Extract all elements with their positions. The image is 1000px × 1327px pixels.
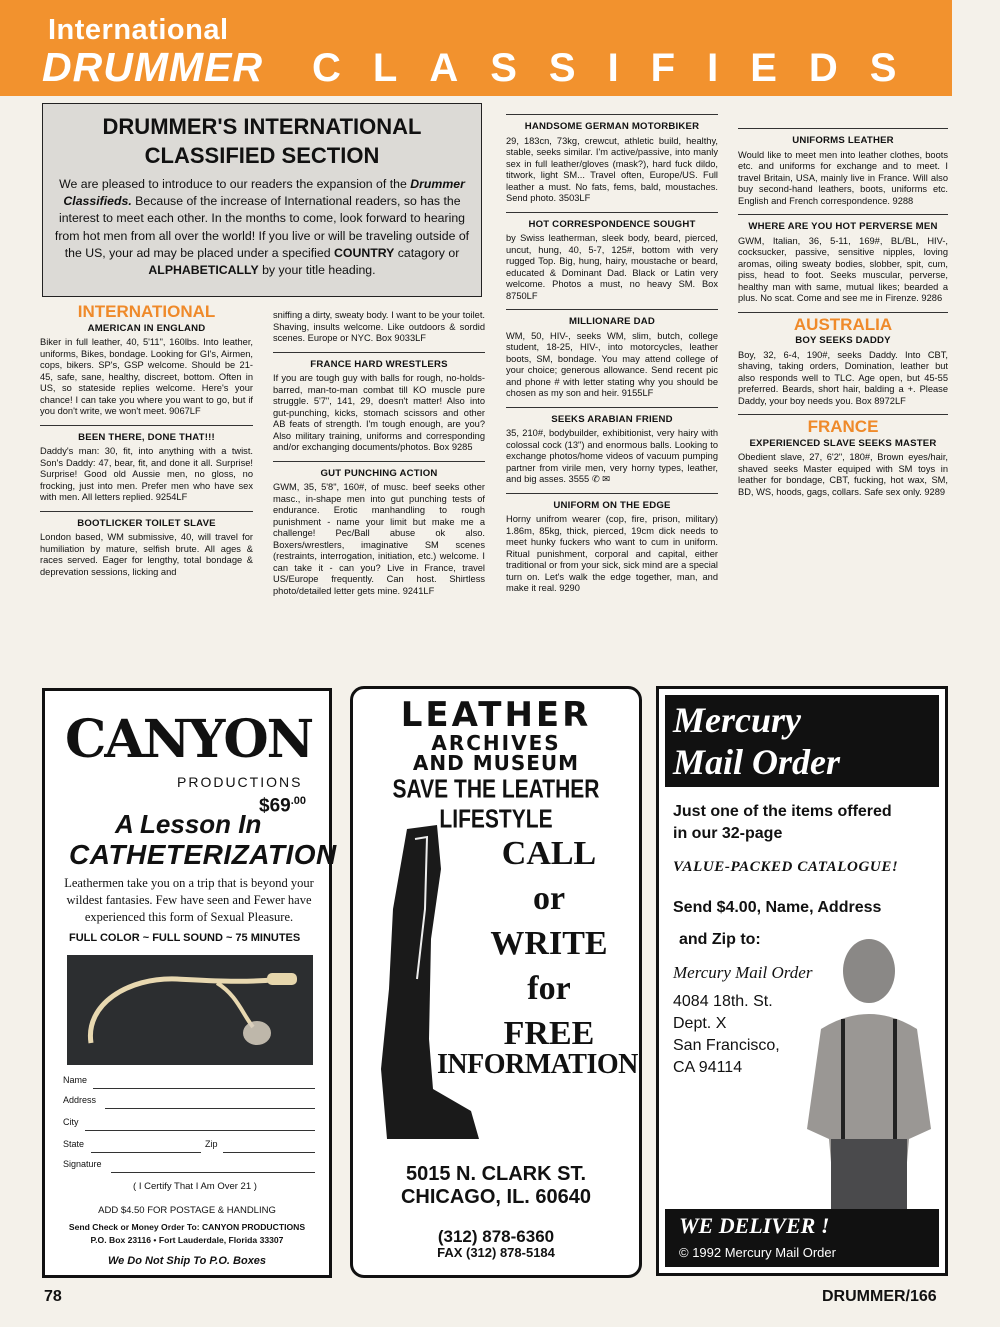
form-signature-label: Signature: [63, 1159, 102, 1169]
leather-write: WRITE: [490, 925, 608, 962]
leather-fax: FAX (312) 878-5184: [437, 1245, 555, 1260]
divider: [506, 114, 718, 115]
ad-body: GWM, 35, 5'8", 160#, of musc. beef seeks other masc., in-shape men into gut punching tests of endurance. Erotic manhandling to rough punishment - name your limit but make me a challenge! Pec/Ball abuse ok also. Boxers/wrestlers, imaginative SM scenes (restraints, interrogation, initiation, etc.) welcome. I can take it - can you? Live in France, travel US/Europe frequently. Can host. Shirtless photo/detailed letter gets mine. 9241LF: [273, 482, 485, 596]
column-2: [273, 310, 485, 597]
page-number: 78: [44, 1288, 62, 1305]
header-international: International: [48, 14, 229, 46]
form-city[interactable]: [63, 1117, 313, 1133]
classified-ad: [506, 121, 718, 205]
divider: [40, 511, 253, 512]
classified-ad: [506, 500, 718, 595]
ad-body-text: 35, 210#, bodybuilder, exhibitionist, very hairy with colossal cock (13") and enormous balls. Looking to exchange photos/home videos of vacuum pumping partner from virile men, very horny types, leather, and big asses. 3555: [506, 428, 718, 484]
divider: [506, 212, 718, 213]
classified-ad: [40, 432, 253, 504]
mercury-send2: and Zip to:: [679, 931, 761, 948]
canyon-logo: CANYON: [65, 709, 313, 770]
leather-line1: LEATHER: [400, 695, 592, 735]
intro-body-a: We are pleased to introduce to our readers the expansion of the: [59, 177, 411, 191]
canyon-send-to: Send Check or Money Order To: CANYON PRODUCTIONS: [68, 1222, 306, 1232]
ad-body: Biker in full leather, 40, 5'11", 160lbs. Into leather, uniforms, Bikes, bondage. Looking for GI's, Airmen, cops, bikers. SP's, GSP welcome. Should be 21-45, safe, sane, healthy, discreet, bottom. Often in US, so stateside replies welcome. Here's your chance! I can take you where you want to go, but if you don't write, we won't meet. 9067LF: [40, 337, 253, 416]
issue-label: DRUMMER/166: [822, 1288, 937, 1305]
intro-body-d: COUNTRY: [334, 245, 395, 260]
classified-ad: [738, 335, 948, 407]
phone-mail-icon: ✆ ✉: [591, 474, 610, 484]
canyon-lesson: A Lesson In: [115, 809, 262, 839]
mercury-title: [665, 695, 939, 787]
mercury-addr1: 4084 18th. St.: [673, 993, 773, 1010]
ad-title: AMERICAN IN ENGLAND: [87, 322, 206, 334]
mercury-title-line1: Mercury: [673, 700, 801, 740]
intro-body-e: catagory or: [394, 245, 460, 260]
intro-title-line2: CLASSIFIED SECTION: [144, 143, 380, 168]
leather-free: FREE: [503, 1015, 595, 1052]
ad-title: GUT PUNCHING ACTION: [320, 467, 438, 479]
mercury-copyright: © 1992 Mercury Mail Order: [679, 1245, 836, 1260]
classified-ad: [506, 414, 718, 486]
ad-title: WHERE ARE YOU HOT PERVERSE MEN: [748, 221, 938, 232]
leather-slogan: SAVE THE LEATHER LIFESTYLE: [392, 775, 600, 834]
ad-title: MILLIONARE DAD: [569, 316, 655, 327]
ad-body: by Swiss leatherman, sleek body, beard, pierced, uncut, hung, 40, 5-7, 125#, bottom with very rugged Top. Big, hung, hairy, moustache or beard, educated & Dominant Dad. Black or Latin very welcome. Photos a must, no heavy SM. Box 8750LF: [506, 233, 718, 301]
leather-or: or: [532, 880, 566, 917]
canyon-postage: ADD $4.50 FOR POSTAGE & HANDLING: [98, 1205, 276, 1216]
classified-ad: [738, 135, 948, 207]
canyon-price-dollars: $69: [259, 795, 291, 817]
intro-title-line1: DRUMMER'S INTERNATIONAL: [102, 114, 422, 139]
column-3: [506, 114, 718, 595]
model-photo: [791, 929, 941, 1209]
header-drummer: DRUMMER: [42, 44, 264, 90]
leather-line3: AND MUSEUM: [412, 751, 580, 775]
leather-address1: 5015 N. CLARK ST.: [405, 1163, 587, 1185]
form-name-label: Name: [63, 1075, 88, 1085]
divider: [273, 461, 485, 462]
header-classifieds: CLASSIFIEDS: [312, 46, 929, 90]
mercury-intro2: in our 32-page: [673, 825, 783, 842]
classified-ad: [273, 310, 485, 345]
intro-body-f: ALPHABETICALLY: [148, 263, 259, 278]
ad-title: BOOTLICKER TOILET SLAVE: [77, 517, 216, 529]
header-band: [0, 0, 952, 96]
form-zip-label: Zip: [205, 1139, 218, 1149]
ad-body: GWM, Italian, 36, 5-11, 169#, BL/BL, HIV-, cocksucker, passive, sensitive nipples, loving aromas, oiling sweaty bodies, slobber, spit, cum, piss, head to foot. Seeks muscular, perverse, healthy man with same, mutual likes; bearded a plus. No scat. Come and see me in Firenze. 9286: [738, 235, 948, 303]
ad-body: Obedient slave, 27, 6'2", 180#, Brown eyes/hair, shaved seeks Master equiped with SM toys in leather for bondage, CBT, fucking, hot wax, SM, BD, WS, hoods, gags, collars. Safe sex only. 9289: [738, 452, 948, 497]
divider: [506, 493, 718, 494]
leather-call-block: [459, 831, 639, 1056]
divider: [738, 414, 948, 415]
divider: [506, 309, 718, 310]
section-france: FRANCE: [807, 417, 879, 436]
canyon-price-cents: .00: [290, 795, 306, 807]
intro-body-g: by your title heading.: [258, 263, 376, 278]
form-name[interactable]: [63, 1075, 313, 1091]
ad-body: Boy, 32, 6-4, 190#, seeks Daddy. Into CBT, shaving, taking orders, Domination, leather but also responds well to TLC. Age open, but 45-55 preferred. Beards, short hair, balding a +. Please Daddy, your boy needs you. Box 8972LF: [738, 349, 948, 406]
classified-ad: [738, 438, 948, 499]
form-state-label: State: [63, 1139, 85, 1149]
display-ads: [38, 676, 956, 1280]
canyon-price: [259, 795, 306, 817]
column-4: [738, 128, 948, 498]
catheter-icon: [67, 955, 313, 1065]
mercury-ad: [656, 686, 948, 1276]
classified-ad: [273, 468, 485, 598]
form-state-zip[interactable]: [63, 1139, 313, 1155]
mercury-deliver: WE DELIVER !: [679, 1213, 830, 1238]
classified-ad: [506, 316, 718, 400]
ad-title: HOT CORRESPONDENCE SOUGHT: [528, 218, 696, 230]
divider: [273, 352, 485, 353]
ad-body: Would like to meet men into leather clothes, boots etc. and uniforms for exchange and to meet. I travel Britain, USA, mainly live in France. Will also buy second-hand leathers, boots, uniforms etc. English and French correspondence. 9288: [738, 149, 948, 206]
canyon-description: Leathermen take you on a trip that is beyond your wildest fantasies. Few have seen and Fewer have experienced this form of Sexual Pleasure.: [64, 876, 314, 924]
intro-body-c: Because of the increase of International readers, so has the interest to meet each other. In the months to come, look forward to hearing from hot men from all over the world! If you live or will be traveling outside of the US, your ad may be placed under a specified: [54, 194, 470, 260]
section-australia: AUSTRALIA: [793, 314, 893, 334]
mercury-catalogue: VALUE-PACKED CATALOGUE!: [673, 859, 899, 875]
ad-title: EXPERIENCED SLAVE SEEKS MASTER: [749, 437, 937, 449]
mercury-footer: [665, 1209, 939, 1267]
leather-archives-ad: [350, 686, 642, 1278]
leather-call: CALL: [501, 835, 597, 872]
ad-body: London based, WM submissive, 40, will travel for humiliation by mature, selfish brute. All ages & races served. Eager for lengthy, total bondage & deprevation sessions, licking and: [40, 532, 253, 577]
ad-title: UNIFORM ON THE EDGE: [553, 499, 671, 511]
canyon-po-box: P.O. Box 23116 • Fort Lauderdale, Florida 33307: [90, 1235, 284, 1245]
leather-for: for: [527, 970, 571, 1007]
ad-title: SEEKS ARABIAN FRIEND: [551, 413, 673, 425]
ad-title: BEEN THERE, DONE THAT!!!: [78, 431, 215, 443]
intro-title: [53, 112, 471, 170]
classified-ad: [40, 518, 253, 579]
mercury-addr4: CA 94114: [673, 1059, 743, 1076]
ad-title: HANDSOME GERMAN MOTORBIKER: [524, 121, 700, 132]
divider: [738, 312, 948, 313]
intro-body: [53, 176, 471, 279]
intro-body-b: Drummer Classifieds.: [63, 177, 465, 209]
divider: [40, 425, 253, 426]
canyon-productions: PRODUCTIONS: [177, 774, 303, 790]
leather-information: INFORMATION: [437, 1049, 638, 1080]
classified-ad: [738, 221, 948, 305]
ad-body: If you are tough guy with balls for rough, no-holds-barred, man-to-man combat till KO muscle pure struggle. 5'7", 141, 29, doesn't matter! Also into gut-punching, kicks, stomach scissors and other AB feats of strength. I'm tough enough, are you? Also military training, uniforms and corresponding and/or exchanging documents/photos. Box 9285: [273, 373, 485, 452]
leather-address2: CHICAGO, IL. 60640: [400, 1186, 592, 1208]
divider: [738, 128, 948, 129]
ad-title: UNIFORMS LEATHER: [792, 135, 894, 146]
divider: [738, 214, 948, 215]
canyon-ad: [42, 688, 337, 1278]
ad-body: sniffing a dirty, sweaty body. I want to be your toilet. Shaving, insults welcome. Like outdoors & sordid scenes. Europe or NYC. Box 9033LF: [273, 310, 485, 343]
mercury-title-line2: Mail Order: [673, 742, 841, 782]
canyon-title: CATHETERIZATION: [69, 839, 337, 870]
ad-title: FRANCE HARD WRESTLERS: [310, 358, 448, 370]
ad-body: Daddy's man: 30, fit, into anything with a twist. Son's Daddy: 47, bear, fit, and done it all. Surprise! Surprise! Good old Aussie men, no gloss, no frocking, just into men. Prefer men who have sex with men. All letters replied. 9254LF: [40, 446, 253, 502]
classified-ad: [40, 323, 253, 418]
divider: [506, 407, 718, 408]
canyon-certify: ( I Certify That I Am Over 21 ): [133, 1181, 257, 1192]
classified-ad: [506, 219, 718, 303]
mercury-name: Mercury Mail Order: [673, 963, 813, 982]
ad-title: BOY SEEKS DADDY: [795, 335, 891, 346]
classified-ad: [273, 359, 485, 454]
catheter-photo: [67, 955, 313, 1065]
form-city-label: City: [63, 1117, 79, 1127]
column-1: [40, 302, 253, 578]
form-address-label: Address: [63, 1095, 97, 1105]
ad-body: WM, 50, HIV-, seeks WM, slim, butch, college student, 18-25, HIV-, into motorcycles, leather boots, SM, bondage. You may attend college of your choice; generous allowance. Send recent pic and phone # with letter stating why you should be chosen as my son and heir. 9155LF: [506, 330, 718, 398]
mercury-addr2: Dept. X: [673, 1015, 727, 1032]
form-signature[interactable]: [63, 1159, 313, 1175]
intro-box: [42, 103, 482, 297]
form-address[interactable]: [63, 1095, 313, 1111]
mercury-addr3: San Francisco,: [673, 1037, 780, 1054]
leather-phone: (312) 878-6360: [437, 1227, 555, 1246]
ad-body: [506, 428, 718, 486]
canyon-no-po: We Do Not Ship To P.O. Boxes: [107, 1255, 267, 1267]
leather-line2: ARCHIVES: [431, 731, 561, 755]
mercury-intro1: Just one of the items offered: [673, 803, 892, 820]
mercury-send1: Send $4.00, Name, Address: [673, 899, 882, 916]
section-international: INTERNATIONAL: [77, 302, 216, 321]
ad-body: 29, 183cn, 73kg, crewcut, athletic build, healthy, stable, seeks similar. I'm active/passive, into manly sex in full leather/gloves (mask?), hard fuck dildo, titwork, light SM... Travel often, Europe/US. Full leather a must. No fats, fems, bald, moustaches. Send photo. 3503LF: [506, 135, 718, 203]
canyon-specs: FULL COLOR ~ FULL SOUND ~ 75 MINUTES: [69, 932, 301, 944]
ad-body: Horny unifrom wearer (cop, fire, prison, military) 1.86m, 85kg, thick, pierced, 19cm dick needs to meet hunky fuckers who want to cum in uniform. Ritual punishment, corporal and capital, either traditional or from your sick, sick mind are a special turn on. Let's walk the edge together, man, and make it real. 9290: [506, 514, 718, 593]
